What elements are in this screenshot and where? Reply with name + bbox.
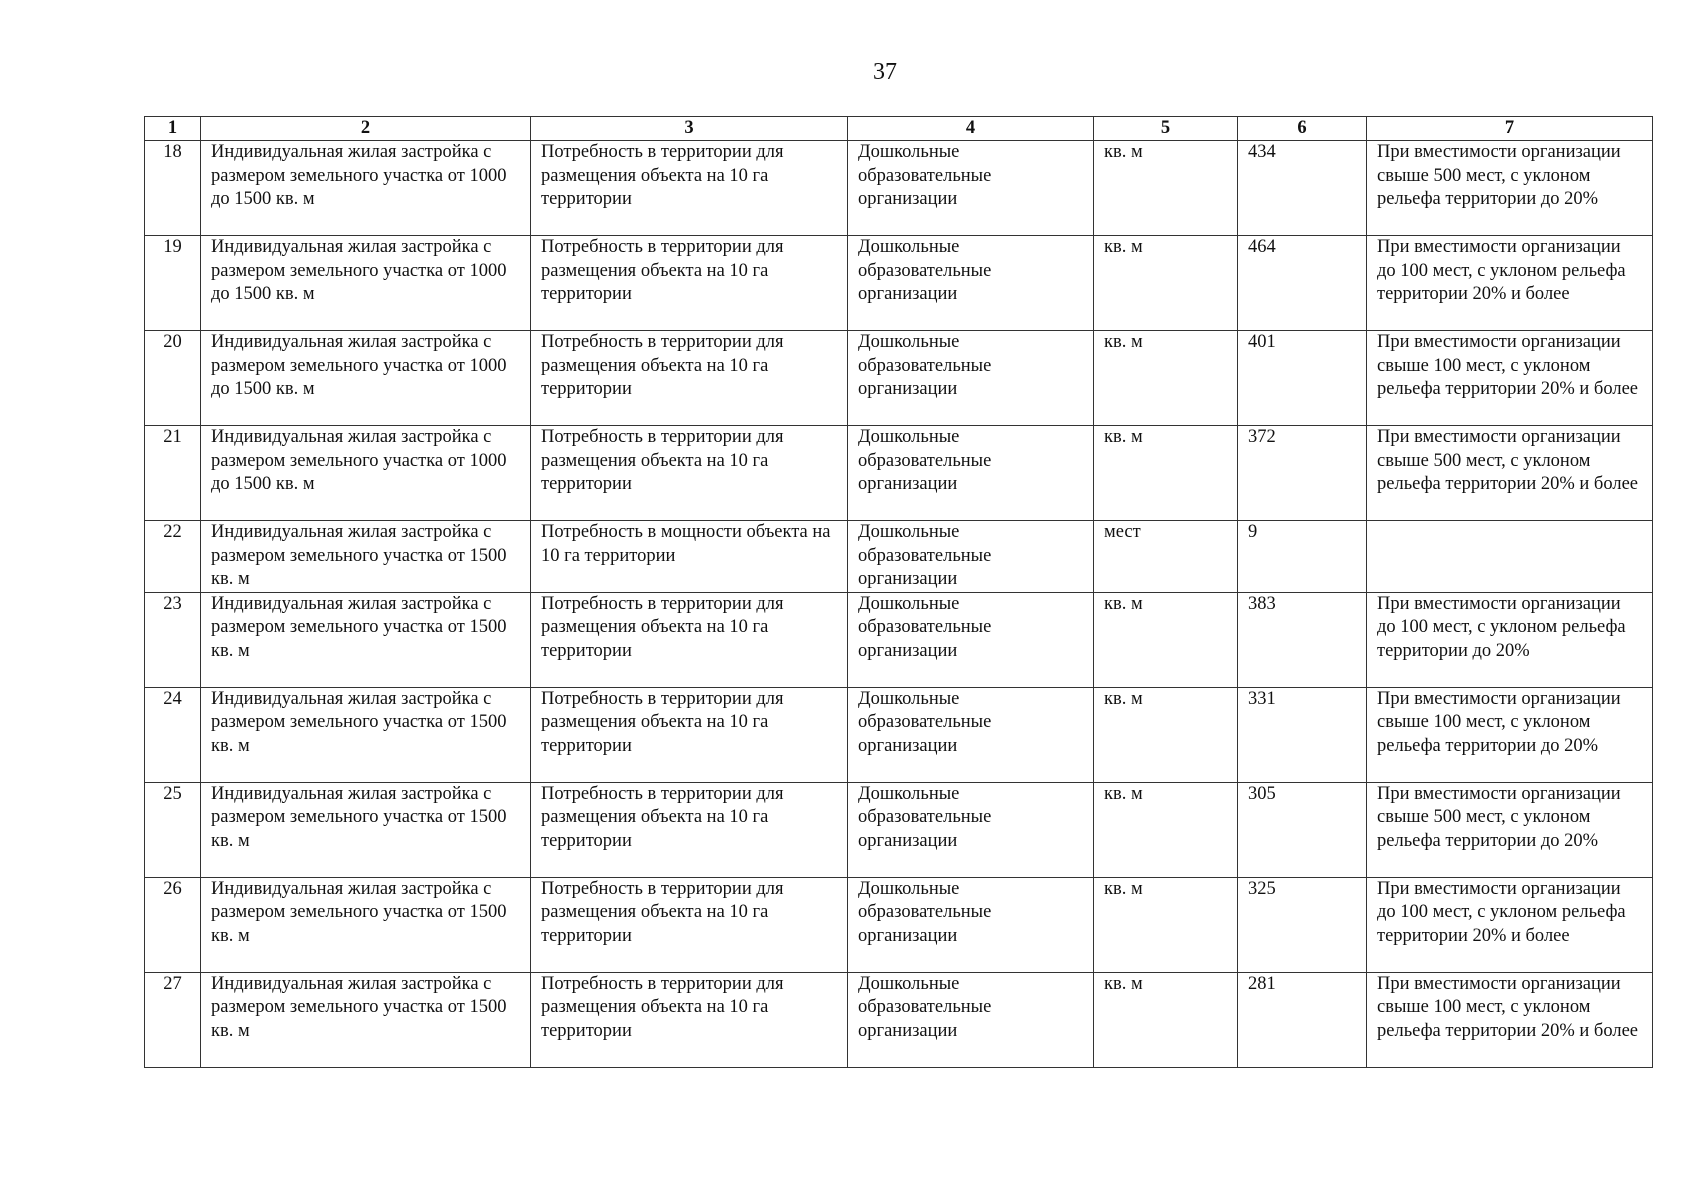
value-cell: 372 [1238,426,1367,521]
value-cell: 434 [1238,141,1367,236]
value-cell: 9 [1238,521,1367,593]
row-number-cell: 20 [145,331,201,426]
facility-cell: Дошкольные образовательные организации [848,141,1094,236]
unit-cell: кв. м [1094,782,1238,877]
need-type-cell: Потребность в территории для размещения объекта на 10 га территории [531,592,848,687]
note-cell [1367,521,1653,593]
unit-cell: кв. м [1094,972,1238,1067]
column-header: 6 [1238,117,1367,141]
zone-type-cell: Индивидуальная жилая застройка с размером земельного участка от 1000 до 1500 кв. м [201,236,531,331]
column-header: 2 [201,117,531,141]
column-header: 7 [1367,117,1653,141]
note-cell: При вместимости организации до 100 мест, с уклоном рельефа территории до 20% [1367,592,1653,687]
row-number-cell: 18 [145,141,201,236]
column-header: 4 [848,117,1094,141]
unit-cell: кв. м [1094,592,1238,687]
row-number-cell: 19 [145,236,201,331]
note-cell: При вместимости организации свыше 500 мест, с уклоном рельефа территории до 20% [1367,782,1653,877]
note-cell: При вместимости организации свыше 500 мест, с уклоном рельефа территории 20% и более [1367,426,1653,521]
zone-type-cell: Индивидуальная жилая застройка с размером земельного участка от 1500 кв. м [201,592,531,687]
row-number-cell: 22 [145,521,201,593]
table-row [145,426,1653,521]
table-row [145,972,1653,1067]
row-number-cell: 27 [145,972,201,1067]
standards-table [144,116,1653,1068]
need-type-cell: Потребность в территории для размещения объекта на 10 га территории [531,236,848,331]
unit-cell: кв. м [1094,141,1238,236]
note-cell: При вместимости организации свыше 100 мест, с уклоном рельефа территории до 20% [1367,687,1653,782]
note-cell: При вместимости организации свыше 100 мест, с уклоном рельефа территории 20% и более [1367,972,1653,1067]
table-row [145,877,1653,972]
table-body [145,141,1653,1068]
unit-cell: мест [1094,521,1238,593]
unit-cell: кв. м [1094,236,1238,331]
value-cell: 325 [1238,877,1367,972]
table-row [145,236,1653,331]
row-number-cell: 23 [145,592,201,687]
need-type-cell: Потребность в территории для размещения объекта на 10 га территории [531,782,848,877]
facility-cell: Дошкольные образовательные организации [848,521,1094,593]
zone-type-cell: Индивидуальная жилая застройка с размером земельного участка от 1500 кв. м [201,782,531,877]
unit-cell: кв. м [1094,331,1238,426]
table-row [145,331,1653,426]
value-cell: 464 [1238,236,1367,331]
zone-type-cell: Индивидуальная жилая застройка с размером земельного участка от 1000 до 1500 кв. м [201,141,531,236]
column-header: 3 [531,117,848,141]
zone-type-cell: Индивидуальная жилая застройка с размером земельного участка от 1500 кв. м [201,972,531,1067]
zone-type-cell: Индивидуальная жилая застройка с размером земельного участка от 1500 кв. м [201,687,531,782]
zone-type-cell: Индивидуальная жилая застройка с размером земельного участка от 1500 кв. м [201,521,531,593]
need-type-cell: Потребность в территории для размещения объекта на 10 га территории [531,426,848,521]
note-cell: При вместимости организации до 100 мест, с уклоном рельефа территории 20% и более [1367,877,1653,972]
unit-cell: кв. м [1094,877,1238,972]
need-type-cell: Потребность в территории для размещения объекта на 10 га территории [531,141,848,236]
facility-cell: Дошкольные образовательные организации [848,687,1094,782]
facility-cell: Дошкольные образовательные организации [848,592,1094,687]
value-cell: 331 [1238,687,1367,782]
facility-cell: Дошкольные образовательные организации [848,236,1094,331]
row-number-cell: 26 [145,877,201,972]
facility-cell: Дошкольные образовательные организации [848,877,1094,972]
zone-type-cell: Индивидуальная жилая застройка с размером земельного участка от 1000 до 1500 кв. м [201,331,531,426]
value-cell: 383 [1238,592,1367,687]
table-row [145,782,1653,877]
zone-type-cell: Индивидуальная жилая застройка с размером земельного участка от 1500 кв. м [201,877,531,972]
row-number-cell: 21 [145,426,201,521]
need-type-cell: Потребность в территории для размещения объекта на 10 га территории [531,687,848,782]
zone-type-cell: Индивидуальная жилая застройка с размером земельного участка от 1000 до 1500 кв. м [201,426,531,521]
row-number-cell: 25 [145,782,201,877]
unit-cell: кв. м [1094,687,1238,782]
facility-cell: Дошкольные образовательные организации [848,426,1094,521]
facility-cell: Дошкольные образовательные организации [848,972,1094,1067]
value-cell: 401 [1238,331,1367,426]
header-row [145,117,1653,141]
note-cell: При вместимости организации свыше 500 мест, с уклоном рельефа территории до 20% [1367,141,1653,236]
facility-cell: Дошкольные образовательные организации [848,331,1094,426]
row-number-cell: 24 [145,687,201,782]
need-type-cell: Потребность в мощности объекта на 10 га территории [531,521,848,593]
page-number: 37 [873,59,897,85]
table-row [145,592,1653,687]
table-row [145,687,1653,782]
column-header: 1 [145,117,201,141]
table-row [145,521,1653,593]
need-type-cell: Потребность в территории для размещения объекта на 10 га территории [531,972,848,1067]
facility-cell: Дошкольные образовательные организации [848,782,1094,877]
note-cell: При вместимости организации до 100 мест, с уклоном рельефа территории 20% и более [1367,236,1653,331]
value-cell: 281 [1238,972,1367,1067]
need-type-cell: Потребность в территории для размещения объекта на 10 га территории [531,877,848,972]
need-type-cell: Потребность в территории для размещения объекта на 10 га территории [531,331,848,426]
value-cell: 305 [1238,782,1367,877]
unit-cell: кв. м [1094,426,1238,521]
note-cell: При вместимости организации свыше 100 мест, с уклоном рельефа территории 20% и более [1367,331,1653,426]
table-row [145,141,1653,236]
column-header: 5 [1094,117,1238,141]
